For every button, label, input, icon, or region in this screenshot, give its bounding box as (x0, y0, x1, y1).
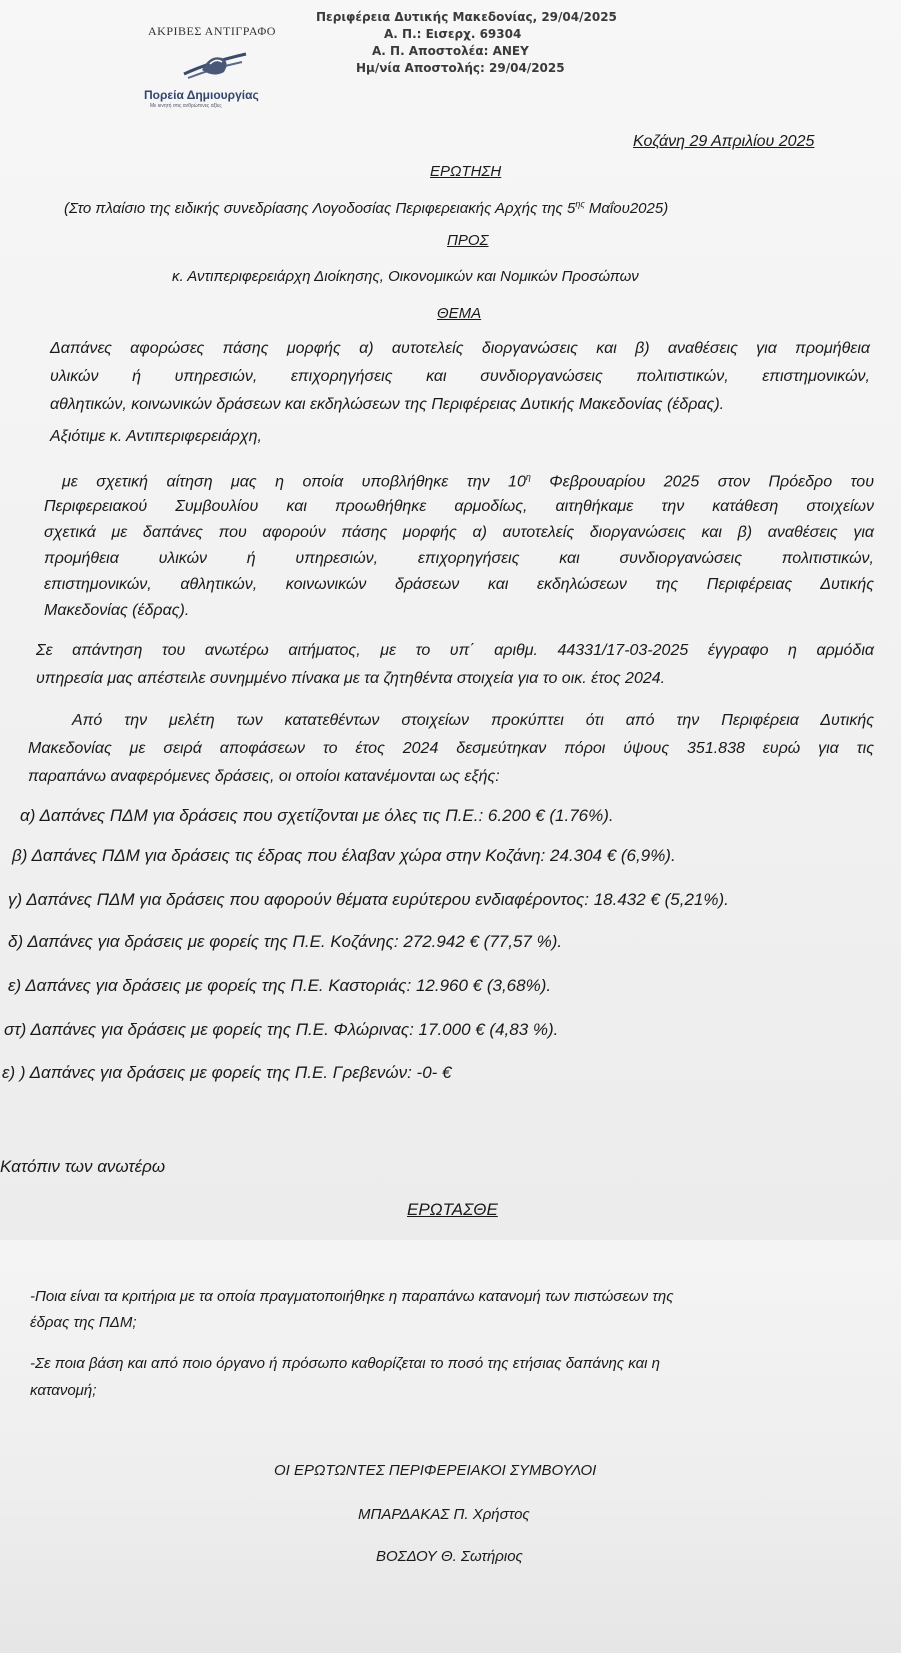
certified-copy-stamp: ΑΚΡΙΒΕΣ ΑΝΤΙΓΡΑΦΟ (148, 24, 276, 38)
question-2-line-2: κατανομή; (30, 1382, 97, 1399)
para1-line-3: σχετικά με δαπάνες που αφορούν πάσης μορφής α) αυτοτελείς διοργανώσεις και β) αναθέσεις για (44, 524, 874, 541)
list-item: δ) Δαπάνες για δράσεις με φορείς της Π.Ε. Κοζάνης: 272.942 € (77,57 %). (8, 932, 563, 951)
para2-line-1: Σε απάντηση του ανωτέρω αιτήματος, με το υπ΄ αριθμ. 44331/17-03-2025 έγγραφο η αρμόδια (36, 642, 874, 659)
closing-line: Κατόπιν των ανωτέρω (0, 1157, 166, 1176)
logo-caption: Πορεία Δημιουργίας (144, 88, 259, 102)
heading-question: ΕΡΩΤΗΣΗ (430, 163, 502, 180)
recipient: κ. Αντιπεριφερειάρχη Διοίκησης, Οικονομικών και Νομικών Προσώπων (172, 268, 639, 285)
question-1-line-2: έδρας της ΠΔΜ; (30, 1314, 137, 1331)
list-item: β) Δαπάνες ΠΔΜ για δράσεις τις έδρας που έλαβαν χώρα στην Κοζάνη: 24.304 € (6,9%). (12, 846, 676, 865)
signatories-title: ΟΙ ΕΡΩΤΩΝΤΕΣ ΠΕΡΙΦΕΡΕΙΑΚΟΙ ΣΥΜΒΟΥΛΟΙ (274, 1462, 597, 1479)
list-item: α) Δαπάνες ΠΔΜ για δράσεις που σχετίζονται με όλες τις Π.Ε.: 6.200 € (1.76%). (20, 806, 614, 825)
subject-line-1: Δαπάνες αφορώσες πάσης μορφής α) αυτοτελείς διοργανώσεις και β) αναθέσεις για προμήθεια (50, 340, 870, 357)
registry-line-4: Ημ/νία Αποστολής: 29/04/2025 (356, 61, 565, 75)
list-item: στ) Δαπάνες για δράσεις με φορείς της Π.Ε. Φλώρινας: 17.000 € (4,83 %). (4, 1020, 559, 1039)
place-date: Κοζάνη 29 Απριλίου 2025 (633, 133, 815, 150)
para2-line-2: υπηρεσία μας απέστειλε συνημμένο πίνακα με τα ζητηθέντα στοιχεία για το οικ. έτος 2024. (36, 670, 666, 687)
list-item: ε) ) Δαπάνες για δράσεις με φορείς της Π.Ε. Γρεβενών: -0- € (2, 1063, 452, 1082)
list-item: γ) Δαπάνες ΠΔΜ για δράσεις που αφορούν θέματα ευρύτερου ενδιαφέροντος: 18.432 € (5,21%). (8, 890, 729, 909)
para1-line-6: Μακεδονίας (έδρας). (44, 602, 190, 619)
signatory-2: ΒΟΣΔΟΥ Θ. Σωτήριος (376, 1548, 523, 1565)
salutation: Αξιότιμε κ. Αντιπεριφερειάρχη, (50, 428, 262, 445)
question-1-line-1: -Ποια είναι τα κριτήρια με τα οποία πραγματοποιήθηκε η παραπάνω κατανομή των πιστώσεων της (30, 1288, 674, 1305)
para3-line-1: Από την μελέτη των κατατεθέντων στοιχείων προκύπτει ότι από την Περιφέρεια Δυτικής (72, 712, 874, 729)
para3-line-2: Μακεδονίας με σειρά αποφάσεων το έτος 2024 δεσμεύτηκαν πόροι ύψους 351.838 ευρώ για τις (28, 740, 874, 757)
question-2-line-1: -Σε ποια βάση και από ποιο όργανο ή πρόσωπο καθορίζεται το ποσό της ετήσιας δαπάνης και η (30, 1355, 660, 1372)
subject-line-2: υλικών ή υπηρεσιών, επιχορηγήσεις και συνδιοργανώσεις πολιτιστικών, επιστημονικών, (50, 368, 870, 385)
heading-ask: ΕΡΩΤΑΣΘΕ (407, 1200, 498, 1219)
document-page-bottom (0, 1240, 901, 1653)
creation-path-logo-icon (180, 48, 250, 84)
logo-subcaption: Με κινητή στις ανθρώπινες αξίες (150, 103, 222, 109)
para1-line-5: επιστημονικών, αθλητικών, κοινωνικών δράσεων και εκδηλώσεων της Περιφέρειας Δυτικής (44, 576, 874, 593)
para1-line-4: προμήθεια υλικών ή υπηρεσιών, επιχορηγήσεις και συνδιοργανώσεις πολιτιστικών, (44, 550, 874, 567)
para1-line-1: με σχετική αίτηση μας η οποία υποβλήθηκε την $10^\eta$ Φεβρουαρίου 2025 στον Πρόεδρο του (62, 472, 874, 491)
registry-line-2: Α. Π.: Εισερχ. 69304 (384, 27, 522, 41)
heading-subject: ΘΕΜΑ (437, 305, 482, 322)
para3-line-3: παραπάνω αναφερόμενες δράσεις, οι οποίοι κατανέμονται ως εξής: (28, 768, 500, 785)
list-item: ε) Δαπάνες για δράσεις με φορείς της Π.Ε. Καστοριάς: 12.960 € (3,68%). (8, 976, 552, 995)
subject-line-3: αθλητικών, κοινωνικών δράσεων και εκδηλώσεων της Περιφέρειας Δυτικής Μακεδονίας (έδρας). (50, 396, 725, 413)
heading-to: ΠΡΟΣ (447, 232, 489, 249)
para1-line-2: Περιφερειακού Συμβουλίου και προωθήθηκε αρμοδίως, αιτηθήκαμε την κατάθεση στοιχείων (44, 498, 874, 515)
registry-line-1: Περιφέρεια Δυτικής Μακεδονίας, 29/04/2025 (316, 10, 617, 24)
context-line: (Στο πλαίσιο της ειδικής συνεδρίασης Λογοδοσίας Περιφερειακής Αρχής της $5^{\eta\varsigma}$ Μαΐου2025) (64, 199, 669, 217)
registry-line-3: Α. Π. Αποστολέα: ΑΝΕΥ (372, 44, 529, 58)
signatory-1: ΜΠΑΡΔΑΚΑΣ Π. Χρήστος (358, 1506, 530, 1523)
